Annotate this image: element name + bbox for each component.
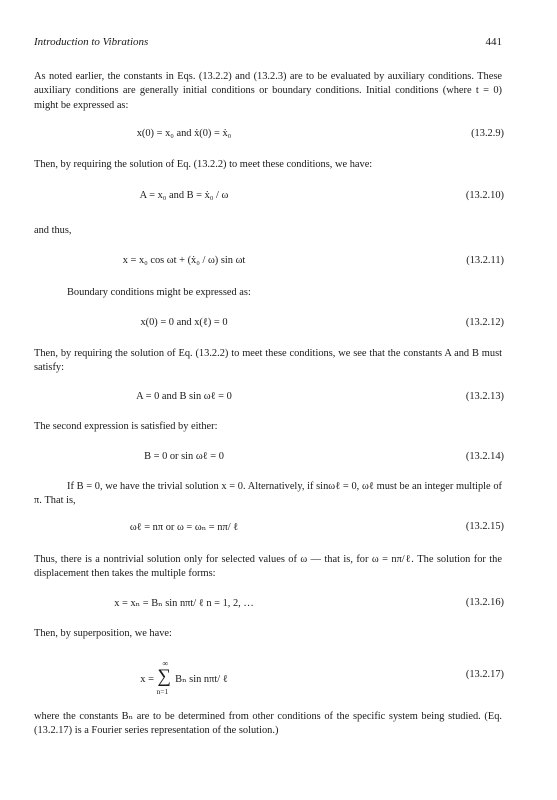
equation-13-2-12	[34, 317, 504, 335]
equation-13-2-16	[34, 597, 504, 615]
paragraph-boundary-conditions: Boundary conditions might be expressed as:	[67, 287, 251, 298]
summation-symbol	[156, 659, 173, 696]
summation-lower-limit: n=1	[156, 687, 169, 696]
equation-lhs: x =	[140, 674, 154, 685]
equation-number: (13.2.11)	[466, 255, 504, 266]
running-title: Introduction to Vibrations	[34, 36, 149, 48]
summation-upper-limit: ∞	[162, 659, 169, 668]
equation-number: (13.2.15)	[465, 521, 504, 532]
equation-13-2-15	[34, 521, 504, 539]
paragraph-constants-satisfy: Then, by requiring the solution of Eq. (13.2.2) to meet these conditions, we see that the constants A and B must satisfy:	[34, 348, 502, 374]
paragraph-auxiliary-conditions: As noted earlier, the constants in Eqs. (13.2.2) and (13.2.3) are to be evaluated by auxiliary conditions. These auxiliary conditions are generally initial conditions or boundary conditions. Initial conditions (where t = 0) might be expressed as:	[34, 71, 502, 111]
equation-13-2-13	[34, 391, 504, 409]
equation-expression	[34, 659, 334, 696]
equation-expression: A = 0 and B sin ωℓ = 0	[136, 391, 232, 402]
equation-expression: x = x₀ cos ωt + (ẋ₀ / ω) sin ωt	[122, 255, 246, 266]
equation-expression: A = x₀ and B = ẋ₀ / ω	[139, 190, 229, 201]
equation-number: (13.2.10)	[465, 190, 504, 201]
equation-13-2-9	[34, 128, 504, 146]
equation-rhs: Bₙ sin nπt/ ℓ	[175, 674, 228, 685]
summation-sign: ∑	[157, 666, 172, 687]
page-number: 441	[485, 36, 502, 48]
paragraph-trivial-solution: If B = 0, we have the trivial solution x = 0. Alternatively, if sinωℓ = 0, ωℓ must be an integer multiple of π. That is,	[34, 481, 502, 507]
equation-expression: ωℓ = nπ or ω = ωₙ = nπ/ ℓ	[129, 522, 239, 533]
equation-13-2-14	[34, 451, 504, 469]
paragraph-and-thus: and thus,	[34, 225, 72, 236]
paragraph-superposition: Then, by superposition, we have:	[34, 628, 172, 639]
equation-expression: x(0) = x₀ and ẋ(0) = ẋ₀	[136, 128, 232, 139]
equation-expression: x = xₙ = Bₙ sin nπt/ ℓ n = 1, 2, …	[114, 598, 254, 609]
paragraph-fourier-series: where the constants Bₙ are to be determined from other conditions of the specific system being studied. (Eq. (13.2.17) is a Fourier series representation of the solution.)	[34, 711, 502, 737]
paragraph-second-expression: The second expression is satisfied by either:	[34, 421, 218, 432]
equation-13-2-11	[34, 255, 504, 273]
equation-13-2-10	[34, 190, 504, 208]
equation-number: (13.2.16)	[465, 597, 504, 608]
equation-13-2-17	[34, 659, 504, 696]
paragraph-nontrivial-solution: Thus, there is a nontrivial solution only for selected values of ω — that is, for ω = nπ/ℓ. The solution for the displacement then takes the multiple forms:	[34, 554, 502, 580]
running-header	[34, 36, 502, 52]
equation-number: (13.2.13)	[465, 391, 504, 402]
equation-expression: x(0) = 0 and x(ℓ) = 0	[140, 317, 228, 328]
paragraph-initial-solution: Then, by requiring the solution of Eq. (13.2.2) to meet these conditions, we have:	[34, 159, 373, 170]
equation-number: (13.2.14)	[465, 451, 504, 462]
equation-number: (13.2.17)	[465, 669, 504, 680]
equation-number: (13.2.12)	[465, 317, 504, 328]
equation-expression: B = 0 or sin ωℓ = 0	[144, 451, 224, 462]
equation-number: (13.2.9)	[471, 128, 504, 139]
